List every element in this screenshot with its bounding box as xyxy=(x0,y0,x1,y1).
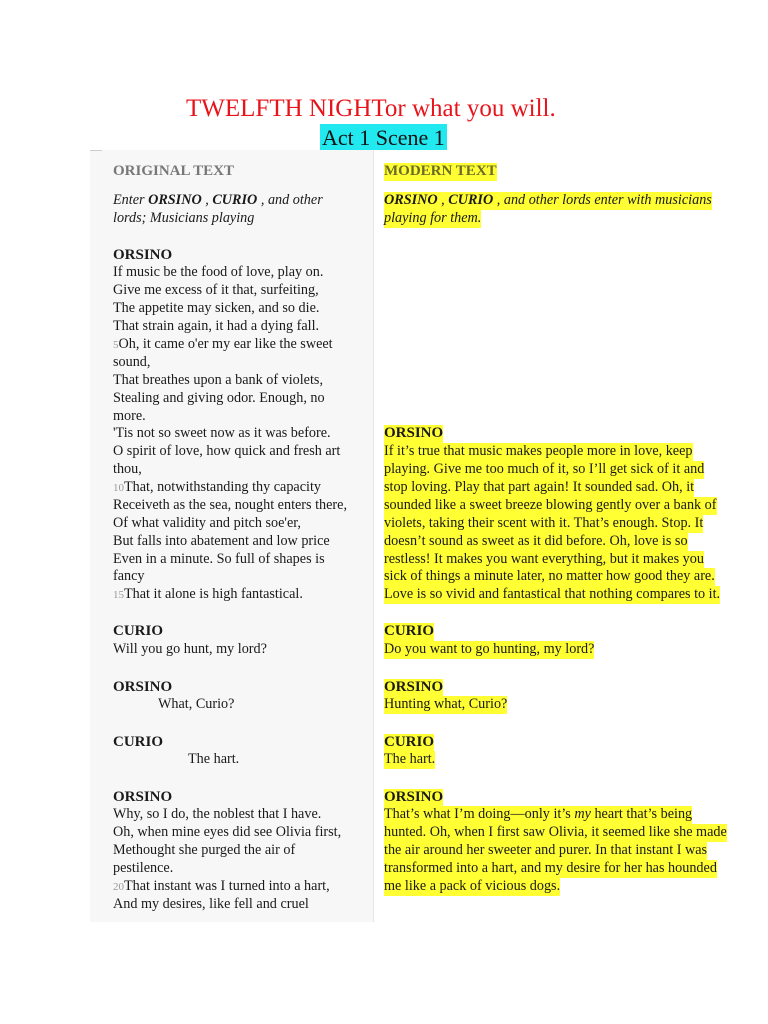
verse-line: What, Curio? xyxy=(158,696,235,712)
verse-line: Even in a minute. So full of shapes is xyxy=(113,551,325,567)
modern-stage-direction-line-1: ORSINO , CURIO , and other lords enter with musicians xyxy=(384,192,712,208)
verse-line: O spirit of love, how quick and fresh art xyxy=(113,443,341,459)
verse-line: 10That, notwithstanding thy capacity xyxy=(113,479,322,495)
verse-line: 'Tis not so sweet now as it was before. xyxy=(113,425,331,441)
speaker-label: ORSINO xyxy=(113,679,173,695)
verse-line: thou, xyxy=(113,461,142,477)
verse-line: That breathes upon a bank of violets, xyxy=(113,372,323,388)
verse-line: fancy xyxy=(113,568,145,584)
modern-line: Do you want to go hunting, my lord? xyxy=(384,641,595,657)
modern-line: stop loving. Play that part again! It sounded sad. Oh, it xyxy=(384,479,695,495)
verse-line: 20That instant was I turned into a hart, xyxy=(113,878,330,894)
modern-line: transformed into a hart, and my desire for her has hounded xyxy=(384,860,717,876)
modern-line: doesn’t sound as sweet as it did before. Oh, love is so xyxy=(384,533,688,549)
line-number: 10 xyxy=(113,482,124,494)
verse-line: If music be the food of love, play on. xyxy=(113,264,324,280)
modern-line: restless! It makes you want everything, but it makes you xyxy=(384,551,704,567)
modern-line: the air around her sweeter and purer. In that instant I was xyxy=(384,842,708,858)
verse-line: But falls into abatement and low price xyxy=(113,533,330,549)
modern-line: me like a pack of vicious dogs. xyxy=(384,878,561,894)
modern-line: Love is so vivid and fantastical that nothing compares to it. xyxy=(384,586,721,602)
modern-line: If it’s true that music makes people more in love, keep xyxy=(384,443,693,459)
verse-line: Why, so I do, the noblest that I have. xyxy=(113,806,322,822)
speaker-label: ORSINO xyxy=(384,679,444,695)
modern-line: The hart. xyxy=(384,751,436,767)
speaker-label: ORSINO xyxy=(384,425,444,441)
line-number: 5 xyxy=(113,339,119,351)
verse-line: Oh, when mine eyes did see Olivia first, xyxy=(113,824,342,840)
speaker-label: ORSINO xyxy=(384,789,444,805)
modern-line: Hunting what, Curio? xyxy=(384,696,508,712)
original-stage-direction-line-2: lords; Musicians playing xyxy=(113,210,255,226)
verse-line: 15That it alone is high fantastical. xyxy=(113,586,303,602)
modern-line: sick of things a minute later, no matter how good they are. xyxy=(384,568,715,584)
modern-text-header: MODERN TEXT xyxy=(384,163,497,179)
verse-line: 5Oh, it came o'er my ear like the sweet xyxy=(113,336,333,352)
verse-line: The appetite may sicken, and so die. xyxy=(113,300,320,316)
verse-line: And my desires, like fell and cruel xyxy=(113,896,309,912)
line-number: 15 xyxy=(113,589,124,601)
translation-page xyxy=(90,150,763,922)
modern-line: violets, taking their scent with it. That’s enough. Stop. It xyxy=(384,515,704,531)
modern-line: hunted. Oh, when I first saw Olivia, it seemed like she made xyxy=(384,824,727,840)
speaker-label: ORSINO xyxy=(113,789,173,805)
corner-mark xyxy=(90,150,102,151)
modern-line: playing. Give me too much of it, so I’ll get sick of it and xyxy=(384,461,705,477)
verse-line: Will you go hunt, my lord? xyxy=(113,641,267,657)
verse-line: more. xyxy=(113,408,146,424)
verse-line: Give me excess of it that, surfeiting, xyxy=(113,282,319,298)
line-number: 20 xyxy=(113,881,124,893)
play-title: TWELFTH NIGHTor what you will. xyxy=(186,95,556,122)
speaker-label: CURIO xyxy=(384,734,435,750)
verse-line: Receiveth as the sea, nought enters there, xyxy=(113,497,348,513)
verse-line: sound, xyxy=(113,354,151,370)
modern-line: sounded like a sweet breeze blowing gently over a bank of xyxy=(384,497,717,513)
verse-line: Stealing and giving odor. Enough, no xyxy=(113,390,325,406)
speaker-label: ORSINO xyxy=(113,247,173,263)
scene-title: Act 1 Scene 1 xyxy=(322,125,445,150)
modern-stage-direction-line-2: playing for them. xyxy=(384,210,482,226)
verse-line: pestilence. xyxy=(113,860,174,876)
original-stage-direction-line-1: Enter ORSINO , CURIO , and other xyxy=(113,192,323,208)
speaker-label: CURIO xyxy=(384,623,435,639)
verse-line: Methought she purged the air of xyxy=(113,842,296,858)
verse-line: That strain again, it had a dying fall. xyxy=(113,318,320,334)
modern-line: That’s what I’m doing—only it’s my heart that’s being xyxy=(384,806,693,822)
original-text-header: ORIGINAL TEXT xyxy=(113,163,235,179)
verse-line: The hart. xyxy=(188,751,240,767)
verse-line: Of what validity and pitch soe'er, xyxy=(113,515,301,531)
speaker-label: CURIO xyxy=(113,623,164,639)
speaker-label: CURIO xyxy=(113,734,164,750)
